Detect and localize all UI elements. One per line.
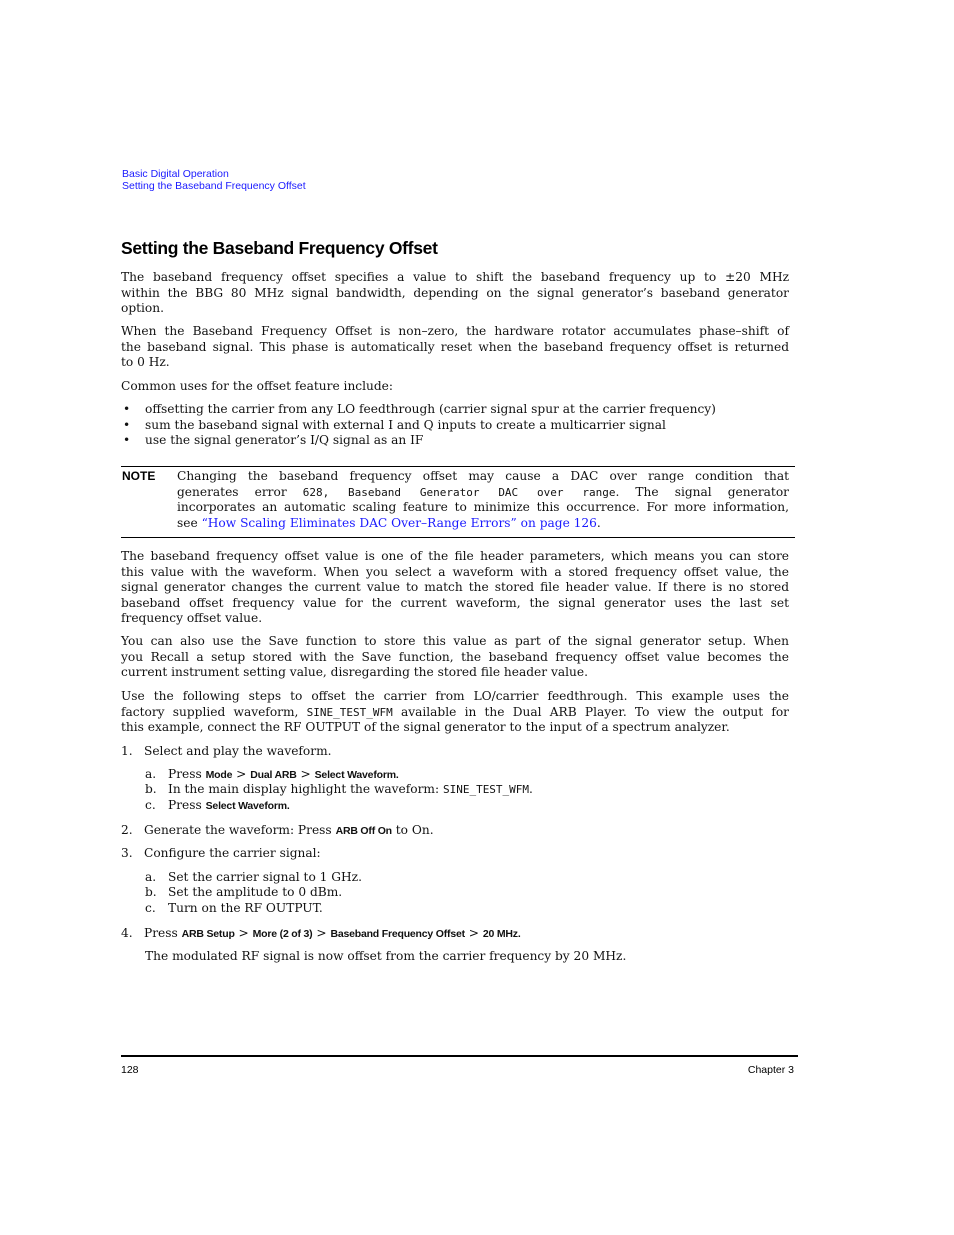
note-top-divider	[121, 466, 795, 467]
step-3c: c. Turn on the RF OUTPUT.	[145, 901, 323, 915]
note-line-4: see “How Scaling Eliminates DAC Over–Range Errors” on page 126.	[177, 515, 601, 530]
error-code: 628, Baseband Generator DAC over range	[302, 485, 616, 499]
nonzero-paragraph	[121, 324, 789, 371]
nonzero-line-3: to 0 Hz.	[121, 355, 170, 369]
uses-intro: Common uses for the offset feature include:	[121, 379, 393, 393]
chapter-label: Chapter 3	[747, 1064, 794, 1076]
footer-divider	[121, 1055, 798, 1057]
arb-off-on-key: ARB Off On	[335, 825, 392, 837]
note-line-1: Changing the baseband frequency offset may cause a DAC over range condition that	[177, 469, 789, 483]
note-line-2: generates error 628, Baseband Generator DAC over range. The signal generator	[177, 484, 789, 499]
select-waveform-key: Select Waveform	[205, 800, 287, 812]
waveform-name: SINE_TEST_WFM	[306, 705, 393, 719]
save-function-paragraph: You can also use the Save function to store this value as part of the signal generator setup. When you Recall a setup stored with the Save function, the baseband frequency offset value becomes the current instrument setting value, disregarding the stored file header value.	[121, 634, 789, 679]
arb-setup-key: ARB Setup	[181, 928, 235, 940]
intro-line-3: option.	[121, 301, 164, 315]
section-title: Setting the Baseband Frequency Offset	[121, 238, 438, 258]
note-line-3: incorporates an automatic scaling feature to minimize this occurrence. For more information,	[177, 500, 789, 514]
mode-key: Mode	[205, 769, 233, 781]
intro-paragraph	[121, 270, 789, 317]
baseband-frequency-offset-key: Baseband Frequency Offset	[330, 928, 465, 940]
intro-line-1: The baseband frequency offset specifies a value to shift the baseband frequency up to ±20 MHz	[121, 270, 789, 284]
note-body	[177, 469, 789, 531]
note-label: NOTE	[122, 469, 156, 483]
step-4: 4. Press ARB Setup > More (2 of 3) > Baseband Frequency Offset > 20 MHz.	[121, 926, 521, 940]
intro-line-2: within the BBG 80 MHz signal bandwidth, depending on the signal generator’s baseband generator	[121, 285, 789, 300]
header-param-paragraph: The baseband frequency offset value is one of the file header parameters, which means you can store this value with the waveform. When you select a waveform with a stored frequency offset value, the signal generator changes the current value to match the stored file header value. If there is no stored baseband offset frequency value for the current waveform, the signal generator uses the last set frequency offset value.	[121, 549, 789, 625]
step-3a: a. Set the carrier signal to 1 GHz.	[145, 870, 362, 884]
bullet-icon: •	[123, 417, 131, 432]
nonzero-line-1: When the Baseband Frequency Offset is non–zero, the hardware rotator accumulates phase–shift of	[121, 324, 789, 338]
step-1c: c. Press Select Waveform.	[145, 798, 290, 812]
nonzero-line-2: the baseband signal. This phase is automatically reset when the baseband frequency offset is returned	[121, 339, 789, 354]
bullet-icon: •	[123, 433, 131, 448]
list-item: • sum the baseband signal with external I and Q inputs to create a multicarrier signal	[123, 417, 666, 432]
step-2: 2. Generate the waveform: Press ARB Off On to On.	[121, 823, 434, 837]
breadcrumb-section[interactable]: Setting the Baseband Frequency Offset	[122, 180, 306, 192]
steps-intro-paragraph: Use the following steps to offset the carrier from LO/carrier feedthrough. This example uses the factory supplied waveform, SINE_TEST_WFM available in the Dual ARB Player. To view the output for this example, connect the RF OUTPUT of the signal generator to the input of a spectrum analyzer.	[121, 689, 790, 734]
step-1: 1. Select and play the waveform.	[121, 744, 332, 758]
step-1b: b. In the main display highlight the waveform: SINE_TEST_WFM.	[145, 782, 533, 796]
uses-list	[121, 402, 789, 449]
select-waveform-key: Select Waveform	[314, 769, 396, 781]
step-4-result: The modulated RF signal is now offset from the carrier frequency by 20 MHz.	[145, 949, 627, 963]
page-number: 128	[121, 1064, 139, 1076]
step-3: 3. Configure the carrier signal:	[121, 846, 321, 860]
step-3b: b. Set the amplitude to 0 dBm.	[145, 885, 343, 899]
dual-arb-key: Dual ARB	[250, 769, 297, 781]
step-1a: a. Press Mode > Dual ARB > Select Waveform.	[145, 767, 399, 781]
list-item: • use the signal generator’s I/Q signal as an IF	[123, 433, 424, 448]
cross-reference-link[interactable]: “How Scaling Eliminates DAC Over–Range Errors” on page 126	[201, 515, 597, 530]
20-mhz-key: 20 MHz	[482, 928, 518, 940]
list-item: • offsetting the carrier from any LO feedthrough (carrier signal spur at the carrier frequency)	[123, 402, 716, 416]
note-bottom-divider	[121, 537, 795, 538]
waveform-name: SINE_TEST_WFM	[442, 783, 530, 796]
more-2-of-3-key: More (2 of 3)	[252, 928, 313, 940]
breadcrumb-chapter[interactable]: Basic Digital Operation	[122, 168, 229, 180]
bullet-icon: •	[123, 402, 131, 416]
